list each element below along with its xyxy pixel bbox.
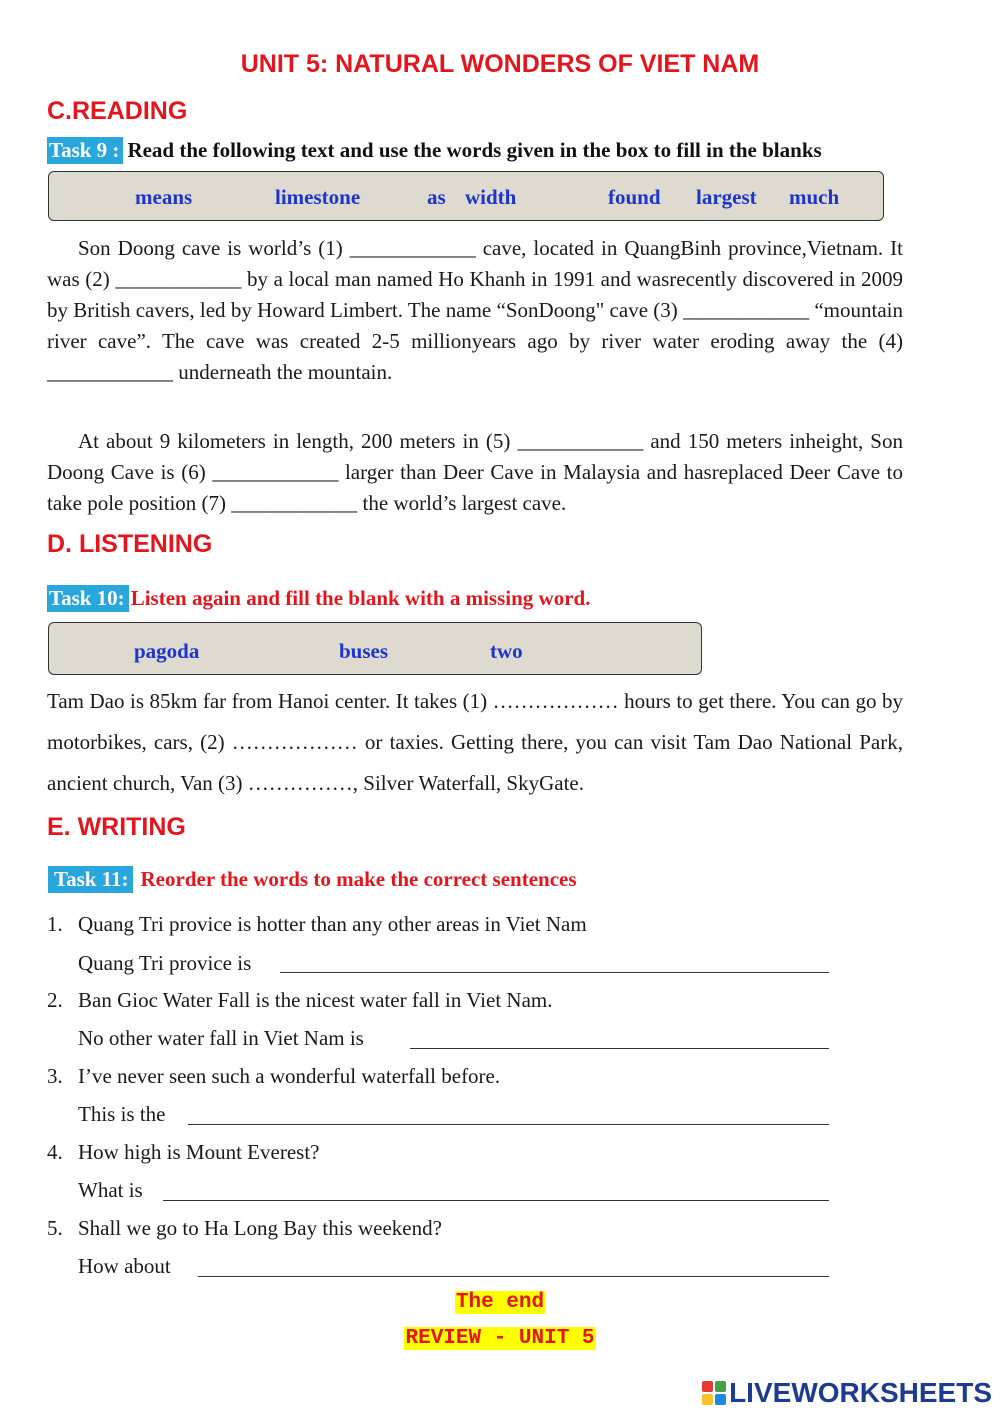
- reading-paragraph-2: At about 9 kilometers in length, 200 meters in (5) ____________ and 150 meters inheight, Son Doong Cave is (6) ____________ larger than Deer Cave in Malaysia and hasreplaced Deer Cave to take pole position (7) ____________ the world’s largest cave.: [47, 429, 903, 515]
- logo-square: [702, 1394, 713, 1405]
- task-9-line: [47, 138, 822, 163]
- word-box-item: limestone: [275, 185, 361, 209]
- listening-paragraph: Tam Dao is 85km far from Hanoi center. It takes (1) ……………… hours to get there. You can go by motorbikes, cars, (2) ……………… or taxies. Getting there, you can visit Tam Dao National Park, ancient church, Van (3) ……………, Silver Waterfall, SkyGate.: [47, 689, 903, 795]
- task-10-label: Task 10:: [47, 585, 129, 612]
- logo-square: [715, 1381, 726, 1392]
- task-10-instruction: Listen again and fill the blank with a missing word.: [130, 586, 591, 610]
- liveworksheets-logo-icon: [702, 1381, 726, 1405]
- question-text: Shall we go to Ha Long Bay this weekend?: [78, 1216, 442, 1240]
- word-box-item: means: [135, 185, 193, 209]
- question-number: 5.: [47, 1216, 63, 1240]
- question-text: I’ve never seen such a wonderful waterfall before.: [78, 1064, 501, 1088]
- question-text: Ban Gioc Water Fall is the nicest water fall in Viet Nam.: [78, 988, 553, 1012]
- listening-heading: D. LISTENING: [47, 530, 213, 558]
- word-box-item: found: [608, 185, 661, 209]
- question-number: 1.: [47, 912, 63, 936]
- question-number: 4.: [47, 1140, 63, 1164]
- writing-question: [47, 1140, 319, 1165]
- answer-prompt: This is the: [78, 1102, 166, 1126]
- answer-prompt: How about: [78, 1254, 171, 1278]
- review-unit-label: REVIEW - UNIT 5: [405, 1327, 595, 1350]
- word-box-item: pagoda: [134, 639, 200, 663]
- answer-prompt: Quang Tri provice is: [78, 951, 252, 975]
- answer-blank[interactable]: [280, 972, 829, 973]
- logo-square: [702, 1381, 713, 1392]
- question-number: 2.: [47, 988, 63, 1012]
- writing-heading: E. WRITING: [47, 813, 186, 841]
- question-text: Quang Tri provice is hotter than any other areas in Viet Nam: [78, 912, 587, 936]
- reading-word-box: [48, 171, 884, 221]
- answer-prompt: No other water fall in Viet Nam is: [78, 1026, 364, 1050]
- liveworksheets-logo-text: LIVEWORKSHEETS: [729, 1377, 992, 1408]
- task-9-label: Task 9 :: [47, 137, 123, 164]
- writing-question: [47, 1064, 500, 1089]
- task-11-label: Task 11:: [48, 866, 133, 893]
- answer-blank[interactable]: [410, 1048, 829, 1049]
- task-11-instruction: Reorder the words to make the correct sentences: [140, 867, 577, 891]
- the-end-label: The end: [455, 1291, 545, 1314]
- answer-prompt: What is: [78, 1178, 143, 1202]
- word-box-item: much: [789, 185, 840, 209]
- writing-question: [47, 912, 587, 937]
- reading-paragraph-1: Son Doong cave is world’s (1) ____________ cave, located in QuangBinh province,Vietnam. It was (2) ____________ by a local man named Ho Khanh in 1991 and wasrecently discovered in 2009 by British cavers, led by Howard Limbert. The name “SonDoong" cave (3) ____________ “mountain river cave”. The cave was created 2-5 millionyears ago by river water eroding away the (4) ____________ underneath the mountain.: [47, 236, 903, 384]
- question-number: 3.: [47, 1064, 63, 1088]
- page-title: UNIT 5: NATURAL WONDERS OF VIET NAM: [240, 50, 760, 78]
- word-box-item: buses: [339, 639, 389, 663]
- writing-question: [47, 1216, 442, 1241]
- answer-blank[interactable]: [163, 1200, 829, 1201]
- question-text: How high is Mount Everest?: [78, 1140, 320, 1164]
- answer-blank[interactable]: [188, 1124, 829, 1125]
- liveworksheets-logo[interactable]: [702, 1376, 992, 1410]
- word-box-item: largest: [696, 185, 757, 209]
- task-11-line: [48, 867, 577, 892]
- reading-heading: C.READING: [47, 97, 188, 125]
- logo-square: [715, 1394, 726, 1405]
- word-box-item: two: [490, 639, 523, 663]
- word-box-item: width: [465, 185, 517, 209]
- task-9-instruction: Read the following text and use the words given in the box to fill in the blanks: [127, 138, 822, 162]
- task-10-line: [47, 586, 590, 611]
- listening-word-box: [48, 622, 702, 675]
- word-box-item: as: [427, 185, 446, 209]
- writing-question: [47, 988, 552, 1013]
- answer-blank[interactable]: [198, 1276, 829, 1277]
